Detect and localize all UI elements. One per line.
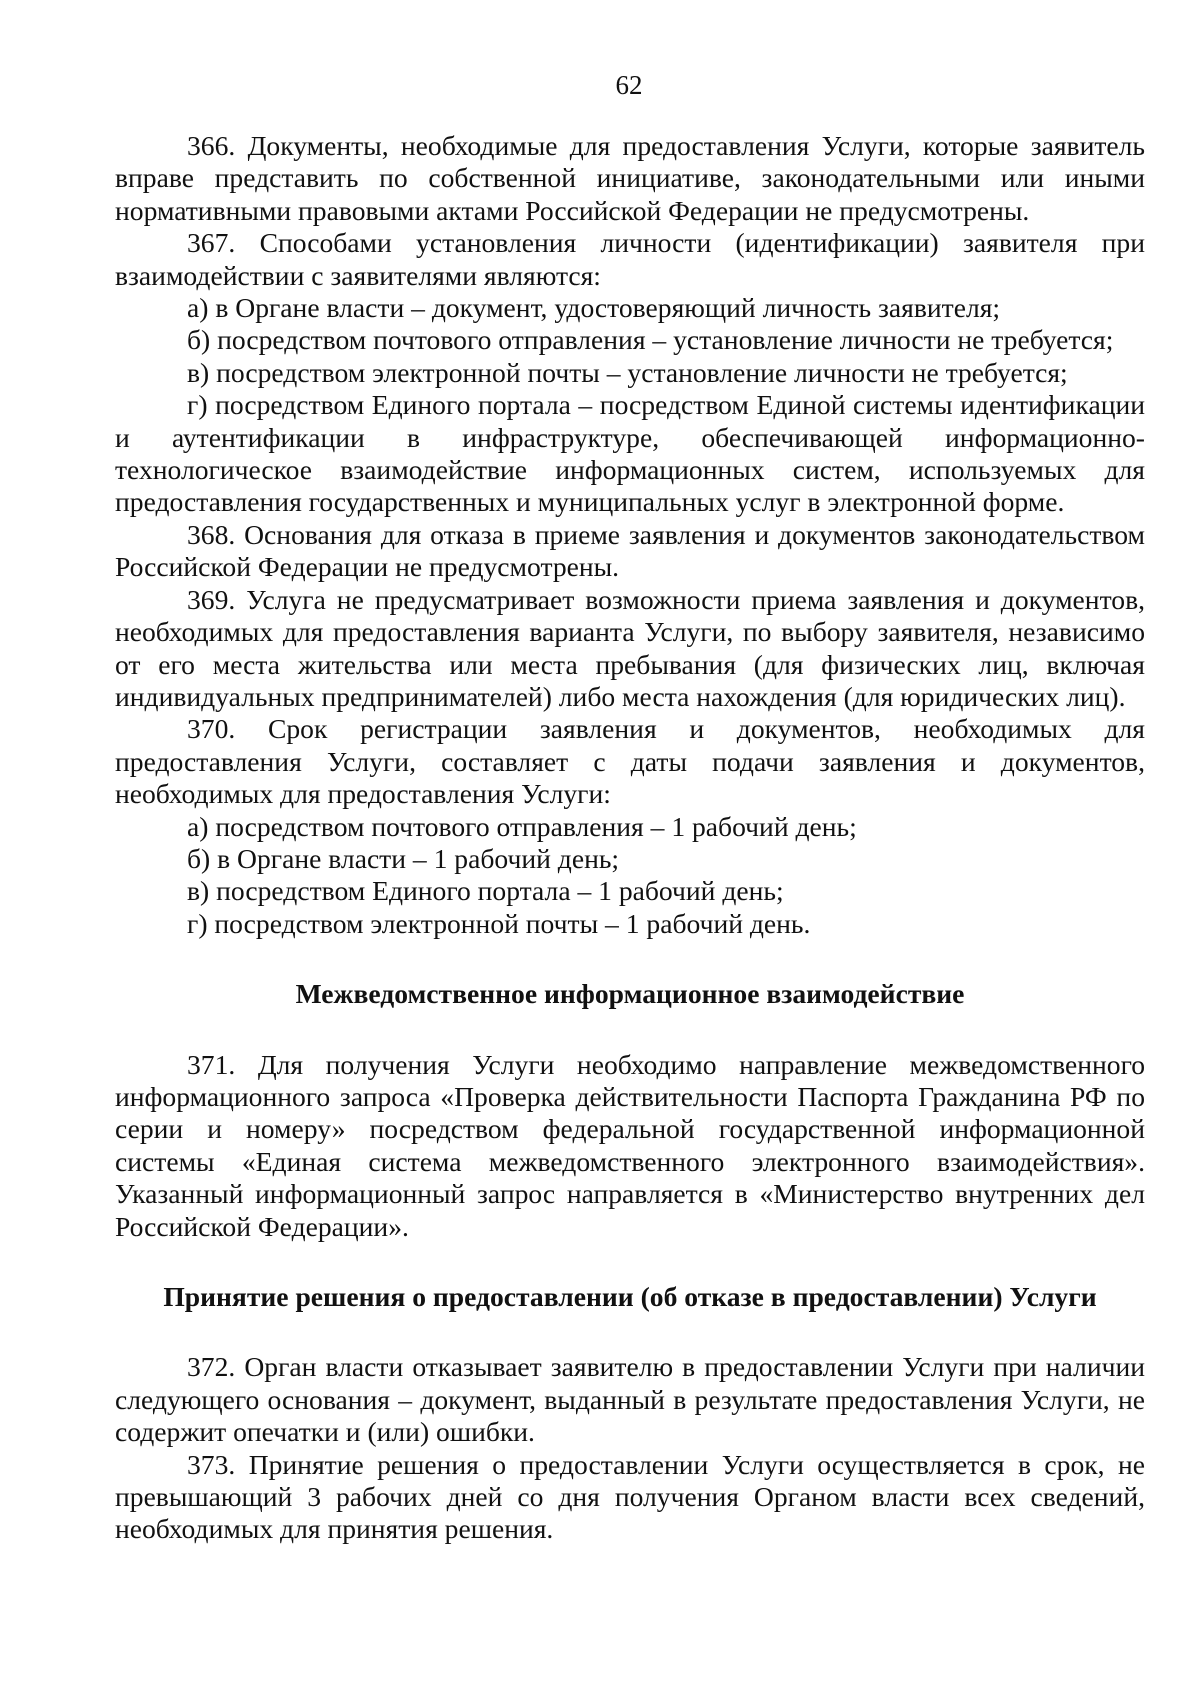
list-item-370-a: а) посредством почтового отправления – 1 рабочий день;	[187, 810, 857, 842]
page-number: 62	[615, 70, 643, 100]
paragraph-368: 368. Основания для отказа в приеме заявления и документов законодательством Российской Федерации не предусмотрены.	[115, 518, 1145, 583]
list-item-370-b: б) в Органе власти – 1 рабочий день;	[187, 842, 620, 874]
paragraph-369: 369. Услуга не предусматривает возможности приема заявления и документов, необходимых для предоставления варианта Услуги, по выбору заявителя, независимо от его места жительства или места пребывания (для физических лиц, включая индивидуальных предпринимателей) либо места нахождения (для юридических лиц).	[115, 583, 1145, 712]
paragraph-372: 372. Орган власти отказывает заявителю в предоставлении Услуги при наличии следующего основания – документ, выданный в результате предоставления Услуги, не содержит опечатки и (или) ошибки.	[115, 1351, 1145, 1448]
paragraph-371: 371. Для получения Услуги необходимо направление межведомственного информационного запроса «Проверка действительности Паспорта Гражданина РФ по серии и номеру» посредством федеральной государственной информационной системы «Единая система межведомственного электронного взаимодействия». Указанный информационный запрос направляется в «Министерство внутренних дел Российской Федерации».	[115, 1048, 1145, 1242]
list-item-367-b: б) посредством почтового отправления – установление личности не требуется;	[187, 324, 1114, 356]
paragraph-366: 366. Документы, необходимые для предоставления Услуги, которые заявитель вправе представить по собственной инициативе, законодательными или иными нормативными правовыми актами Российской Федерации не предусмотрены.	[115, 130, 1145, 226]
list-item-367-a: а) в Органе власти – документ, удостоверяющий личность заявителя;	[187, 292, 1001, 324]
list-item-367-v: в) посредством электронной почты – установление личности не требуется;	[187, 356, 1068, 388]
document-body	[115, 130, 1145, 1546]
list-item-370-v: в) посредством Единого портала – 1 рабочий день;	[187, 875, 784, 907]
paragraph-373: 373. Принятие решения о предоставлении Услуги осуществляется в срок, не превышающий 3 рабочих дней со дня получения Органом власти всех сведений, необходимых для принятия решения.	[115, 1448, 1145, 1545]
list-item-370-g: г) посредством электронной почты – 1 рабочий день.	[187, 907, 811, 939]
paragraph-370: 370. Срок регистрации заявления и документов, необходимых для предоставления Услуги, составляет с даты подачи заявления и документов, необходимых для предоставления Услуги:	[115, 713, 1145, 810]
section-heading-interagency: Межведомственное информационное взаимодействие	[295, 978, 965, 1010]
paragraph-367: 367. Способами установления личности (идентификации) заявителя при взаимодействии с заявителями являются:	[115, 227, 1145, 291]
list-item-367-g: г) посредством Единого портала – посредством Единой системы идентификации и аутентификации в инфраструктуре, обеспечивающей информационно-технологическое взаимодействие информационных систем, используемых для предоставления государственных и муниципальных услуг в электронной форме.	[115, 389, 1145, 518]
section-heading-decision: Принятие решения о предоставлении (об отказе в предоставлении) Услуги	[163, 1281, 1097, 1312]
